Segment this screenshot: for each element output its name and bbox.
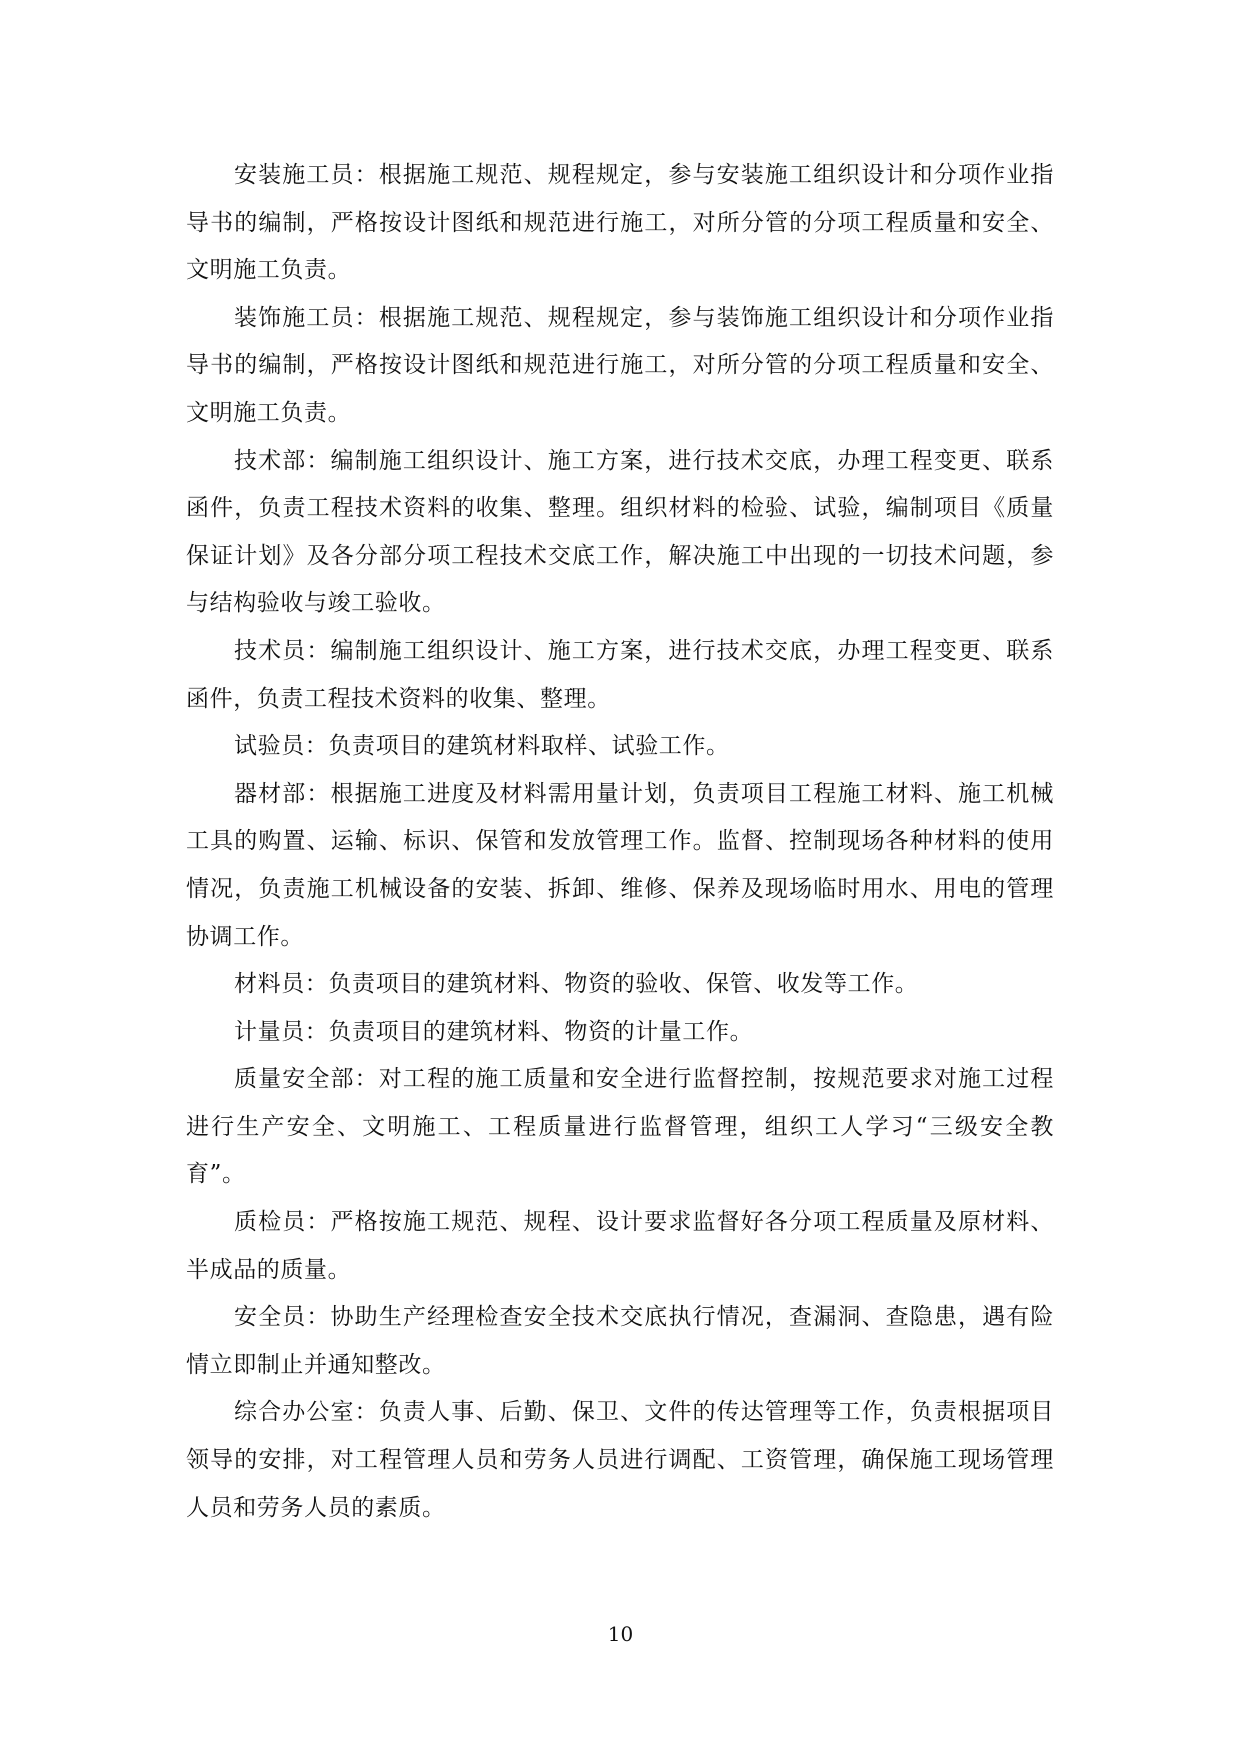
paragraph-material-clerk: 材料员：负责项目的建筑材料、物资的验收、保管、收发等工作。 (234, 971, 919, 998)
paragraph-equipment-department: 器材部：根据施工进度及材料需用量计划，负责项目工程施工材料、施工机械工具的购置、运输、标识、保管和发放管理工作。监督、控制现场各种材料的使用情况，负责施工机械设备的安装、拆卸、维修、保养及现场临时用水、用电的管理协调工作。 (186, 780, 1054, 950)
paragraph-installation-worker: 安装施工员：根据施工规范、规程规定，参与安装施工组织设计和分项作业指导书的编制，严格按设计图纸和规范进行施工，对所分管的分项工程质量和安全、文明施工负责。 (186, 162, 1054, 284)
document-body (186, 152, 1054, 1532)
paragraph-safety-officer: 安全员：协助生产经理检查安全技术交底执行情况，查漏洞、查隐患，遇有险情立即制止并通知整改。 (186, 1304, 1054, 1378)
page-number: 10 (607, 1622, 634, 1646)
paragraph-technical-department: 技术部：编制施工组织设计、施工方案，进行技术交底，办理工程变更、联系函件，负责工程技术资料的收集、整理。组织材料的检验、试验，编制项目《质量保证计划》及各分部分项工程技术交底工作，解决施工中出现的一切技术问题，参与结构验收与竣工验收。 (186, 447, 1054, 617)
paragraph-general-office: 综合办公室：负责人事、后勤、保卫、文件的传达管理等工作，负责根据项目领导的安排，对工程管理人员和劳务人员进行调配、工资管理，确保施工现场管理人员和劳务人员的素质。 (186, 1399, 1054, 1521)
paragraph-technician: 技术员：编制施工组织设计、施工方案，进行技术交底，办理工程变更、联系函件，负责工程技术资料的收集、整理。 (186, 637, 1054, 712)
paragraph-quality-safety-department: 质量安全部：对工程的施工质量和安全进行监督控制，按规范要求对施工过程进行生产安全、文明施工、工程质量进行监督管理，组织工人学习“三级安全教育”。 (186, 1066, 1054, 1188)
paragraph-metering-clerk: 计量员：负责项目的建筑材料、物资的计量工作。 (234, 1018, 754, 1045)
paragraph-tester: 试验员：负责项目的建筑材料取样、试验工作。 (234, 733, 730, 760)
paragraph-decoration-worker: 装饰施工员：根据施工规范、规程规定，参与装饰施工组织设计和分项作业指导书的编制，严格按设计图纸和规范进行施工，对所分管的分项工程质量和安全、文明施工负责。 (186, 304, 1054, 426)
paragraph-quality-inspector: 质检员：严格按施工规范、规程、设计要求监督好各分项工程质量及原材料、半成品的质量。 (186, 1209, 1054, 1283)
